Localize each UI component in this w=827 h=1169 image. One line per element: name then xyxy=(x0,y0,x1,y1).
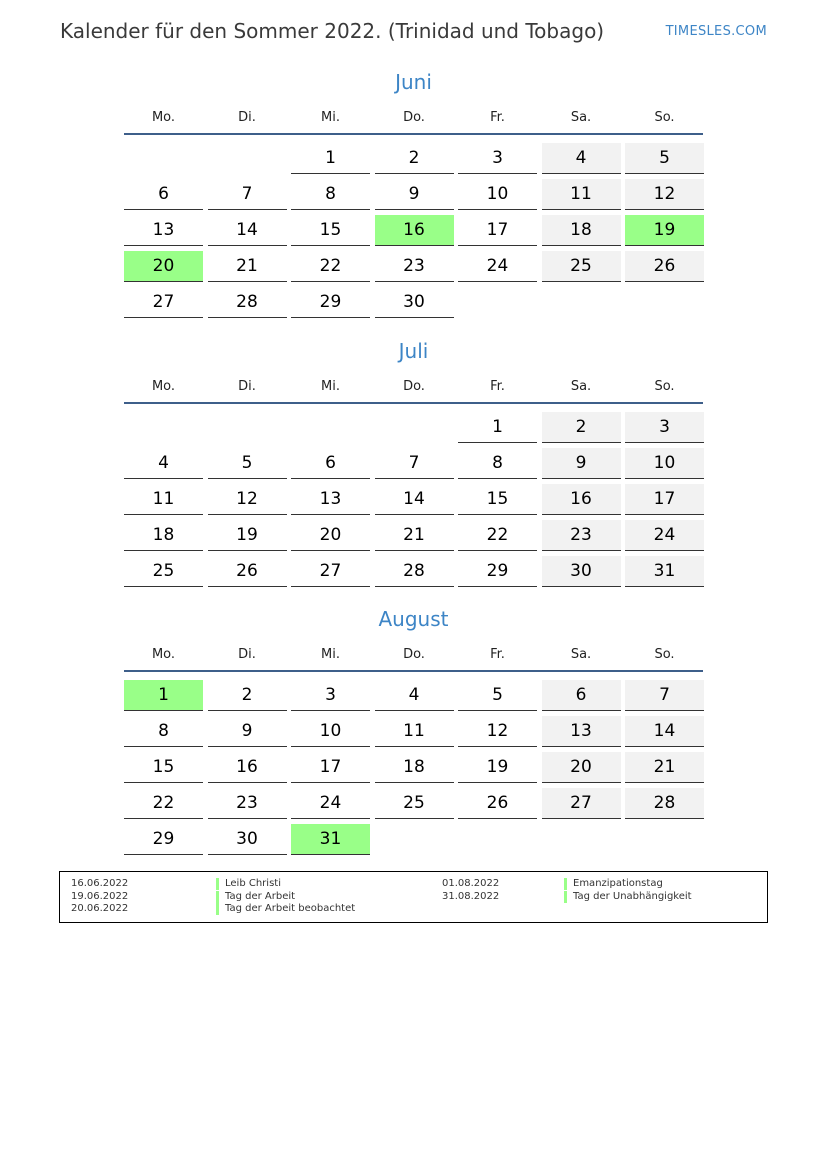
day-cell: 30 xyxy=(542,556,621,587)
day-cell: 9 xyxy=(375,179,454,210)
day-cell: 29 xyxy=(458,556,537,587)
day-cell: 17 xyxy=(458,215,537,246)
day-cell: 17 xyxy=(625,484,704,515)
day-cell: 7 xyxy=(208,179,287,210)
day-cell: 12 xyxy=(458,716,537,747)
day-cell: 5 xyxy=(625,143,704,174)
day-cell: 5 xyxy=(458,680,537,711)
month-name: August xyxy=(378,607,449,631)
holiday-legend xyxy=(59,871,768,923)
day-cell: 7 xyxy=(375,448,454,479)
weekday-header: Fr. xyxy=(490,110,505,125)
legend-date: 31.08.2022 xyxy=(442,890,500,902)
weekday-header: Di. xyxy=(238,647,256,662)
day-cell: 9 xyxy=(208,716,287,747)
page-title: Kalender für den Sommer 2022. (Trinidad und Tobago) xyxy=(60,19,605,43)
weekday-header: So. xyxy=(654,110,675,125)
day-cell: 8 xyxy=(291,179,370,210)
day-cell: 13 xyxy=(124,215,203,246)
weekday-header: Mo. xyxy=(151,379,176,394)
day-cell: 24 xyxy=(291,788,370,819)
weekday-header: Fr. xyxy=(490,647,505,662)
day-cell: 6 xyxy=(542,680,621,711)
legend-date: 20.06.2022 xyxy=(71,903,129,914)
day-cell: 15 xyxy=(458,484,537,515)
day-cell: 22 xyxy=(291,251,370,282)
day-cell: 11 xyxy=(542,179,621,210)
day-cell: 15 xyxy=(291,215,370,246)
legend-holiday-name: Tag der Arbeit beobachtet xyxy=(216,903,355,915)
day-cell: 21 xyxy=(375,520,454,551)
legend-date: 01.08.2022 xyxy=(442,878,500,889)
day-cell: 10 xyxy=(291,716,370,747)
day-cell: 19 xyxy=(208,520,287,551)
holiday-day-cell: 31 xyxy=(291,824,370,855)
weekday-header: Mo. xyxy=(151,647,176,662)
legend-holiday-name: Emanzipationstag xyxy=(564,878,663,890)
day-cell: 4 xyxy=(542,143,621,174)
day-cell: 23 xyxy=(375,251,454,282)
day-cell: 4 xyxy=(124,448,203,479)
day-cell: 27 xyxy=(124,287,203,318)
legend-date: 19.06.2022 xyxy=(71,890,129,902)
day-cell: 18 xyxy=(542,215,621,246)
day-cell: 12 xyxy=(208,484,287,515)
day-cell: 3 xyxy=(625,412,704,443)
day-cell: 28 xyxy=(625,788,704,819)
day-cell: 11 xyxy=(124,484,203,515)
month-divider xyxy=(124,402,703,404)
day-cell: 23 xyxy=(208,788,287,819)
day-cell: 16 xyxy=(208,752,287,783)
day-cell: 31 xyxy=(625,556,704,587)
day-cell: 14 xyxy=(625,716,704,747)
weekday-header: So. xyxy=(654,379,675,394)
day-cell: 9 xyxy=(542,448,621,479)
day-cell: 7 xyxy=(625,680,704,711)
day-cell: 14 xyxy=(375,484,454,515)
weekday-header: Sa. xyxy=(570,110,592,125)
weekday-header: Mi. xyxy=(321,647,340,662)
weekday-header: Sa. xyxy=(570,379,592,394)
day-cell: 8 xyxy=(458,448,537,479)
weekday-header: Do. xyxy=(403,110,425,125)
weekday-header: Do. xyxy=(403,379,425,394)
weekday-header: Di. xyxy=(238,379,256,394)
day-cell: 1 xyxy=(458,412,537,443)
day-cell: 18 xyxy=(124,520,203,551)
weekday-header: Mo. xyxy=(151,110,176,125)
holiday-day-cell: 1 xyxy=(124,680,203,711)
legend-holiday-name: Tag der Arbeit xyxy=(216,891,295,903)
weekday-header: Fr. xyxy=(490,379,505,394)
day-cell: 27 xyxy=(291,556,370,587)
day-cell: 28 xyxy=(208,287,287,318)
day-cell: 10 xyxy=(625,448,704,479)
day-cell: 29 xyxy=(291,287,370,318)
day-cell: 13 xyxy=(542,716,621,747)
day-cell: 30 xyxy=(208,824,287,855)
weekday-header: Mi. xyxy=(321,110,340,125)
month-divider xyxy=(124,670,703,672)
day-cell: 16 xyxy=(542,484,621,515)
day-cell: 4 xyxy=(375,680,454,711)
day-cell: 26 xyxy=(208,556,287,587)
day-cell: 25 xyxy=(124,556,203,587)
day-cell: 29 xyxy=(124,824,203,855)
day-cell: 27 xyxy=(542,788,621,819)
day-cell: 26 xyxy=(458,788,537,819)
day-cell: 11 xyxy=(375,716,454,747)
day-cell: 21 xyxy=(625,752,704,783)
day-cell: 3 xyxy=(458,143,537,174)
legend-date: 16.06.2022 xyxy=(71,878,129,889)
day-cell: 28 xyxy=(375,556,454,587)
brand-link[interactable]: TIMESLES.COM xyxy=(665,24,767,39)
holiday-day-cell: 20 xyxy=(124,251,203,282)
month-divider xyxy=(124,133,703,135)
day-cell: 6 xyxy=(124,179,203,210)
day-cell: 30 xyxy=(375,287,454,318)
day-cell: 19 xyxy=(458,752,537,783)
day-cell: 21 xyxy=(208,251,287,282)
day-cell: 15 xyxy=(124,752,203,783)
day-cell: 23 xyxy=(542,520,621,551)
weekday-header: Sa. xyxy=(570,647,592,662)
day-cell: 6 xyxy=(291,448,370,479)
holiday-day-cell: 16 xyxy=(375,215,454,246)
day-cell: 20 xyxy=(542,752,621,783)
day-cell: 24 xyxy=(458,251,537,282)
legend-holiday-name: Leib Christi xyxy=(216,878,281,890)
day-cell: 18 xyxy=(375,752,454,783)
day-cell: 22 xyxy=(124,788,203,819)
day-cell: 3 xyxy=(291,680,370,711)
day-cell: 10 xyxy=(458,179,537,210)
day-cell: 2 xyxy=(542,412,621,443)
month-name: Juli xyxy=(398,339,429,363)
day-cell: 24 xyxy=(625,520,704,551)
day-cell: 20 xyxy=(291,520,370,551)
day-cell: 26 xyxy=(625,251,704,282)
month-name: Juni xyxy=(395,70,432,94)
day-cell: 2 xyxy=(375,143,454,174)
day-cell: 5 xyxy=(208,448,287,479)
weekday-header: So. xyxy=(654,647,675,662)
weekday-header: Do. xyxy=(403,647,425,662)
weekday-header: Mi. xyxy=(321,379,340,394)
day-cell: 25 xyxy=(542,251,621,282)
day-cell: 8 xyxy=(124,716,203,747)
legend-holiday-name: Tag der Unabhängigkeit xyxy=(564,891,692,903)
day-cell: 17 xyxy=(291,752,370,783)
day-cell: 14 xyxy=(208,215,287,246)
day-cell: 12 xyxy=(625,179,704,210)
day-cell: 2 xyxy=(208,680,287,711)
holiday-day-cell: 19 xyxy=(625,215,704,246)
day-cell: 25 xyxy=(375,788,454,819)
day-cell: 1 xyxy=(291,143,370,174)
day-cell: 13 xyxy=(291,484,370,515)
day-cell: 22 xyxy=(458,520,537,551)
weekday-header: Di. xyxy=(238,110,256,125)
